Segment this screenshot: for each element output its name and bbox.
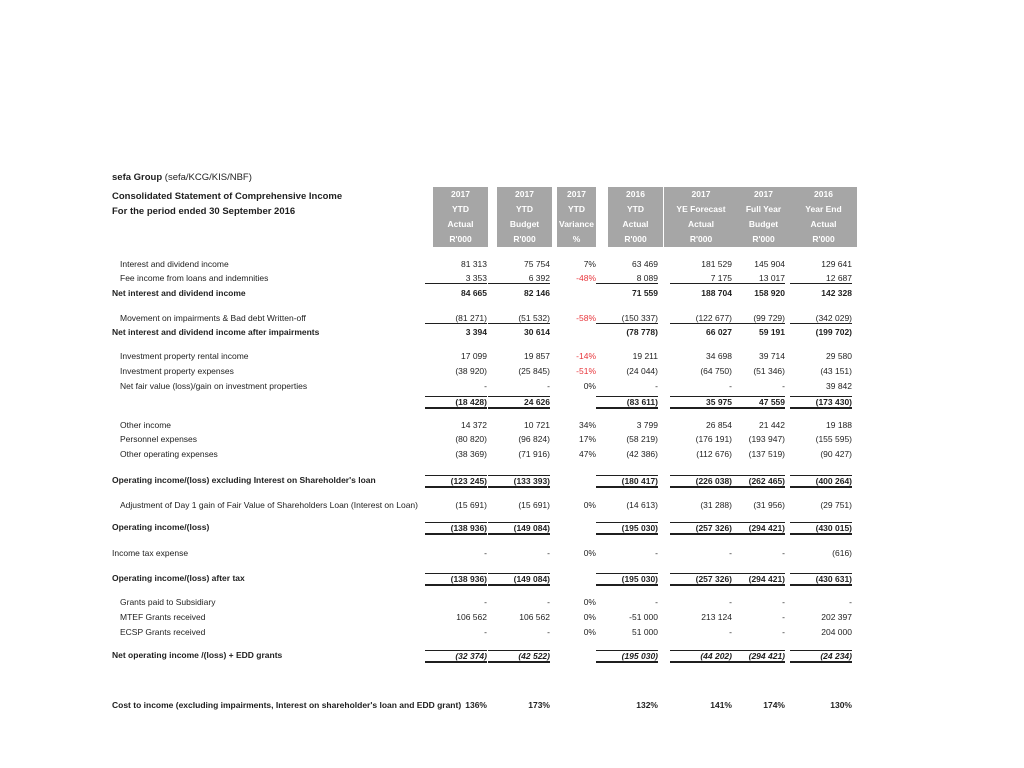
row-label: Other income: [120, 420, 172, 430]
column-header: [608, 187, 663, 247]
row-label: Movement on impairments & Bad debt Written-off: [120, 313, 306, 323]
table-cell: 71 559: [632, 288, 658, 298]
table-cell: 19 188: [826, 420, 852, 430]
column-header-line: Budget: [748, 219, 779, 229]
table-cell: (78 778): [626, 327, 658, 337]
column-header-line: Variance: [559, 219, 594, 229]
row-label: Fee income from loans and indemnities: [120, 273, 269, 283]
column-header-line: R'000: [449, 234, 472, 244]
table-cell: (38 369): [455, 449, 487, 459]
table-cell: (149 084): [488, 573, 550, 586]
table-cell: -: [782, 548, 785, 558]
table-cell: (42 386): [626, 449, 658, 459]
table-cell: (294 421): [723, 573, 785, 586]
column-header-line: YTD: [452, 204, 469, 214]
table-cell: 19 211: [632, 351, 658, 361]
table-cell: -: [547, 548, 550, 558]
table-cell: 51 000: [632, 627, 658, 637]
table-cell: 130%: [830, 700, 852, 710]
table-cell: -: [849, 597, 852, 607]
table-cell: -: [782, 381, 785, 391]
table-cell: 19 857: [524, 351, 550, 361]
table-cell: (64 750): [700, 366, 732, 376]
row-label: MTEF Grants received: [120, 612, 206, 622]
table-cell: (71 916): [518, 449, 550, 459]
table-cell: 136%: [465, 700, 487, 710]
table-cell: 3 353: [425, 273, 487, 284]
table-cell: 30 614: [524, 327, 550, 337]
table-cell: 12 687: [790, 273, 852, 284]
column-header-line: 2017: [754, 189, 773, 199]
table-cell: 14 372: [461, 420, 487, 430]
column-header: [735, 187, 792, 247]
column-header-line: YE Forecast: [676, 204, 726, 214]
statement-period: For the period ended 30 September 2016: [112, 206, 296, 217]
row-label: Other operating expenses: [120, 449, 218, 459]
table-cell: -48%: [576, 273, 596, 283]
column-header: [790, 187, 857, 247]
table-cell: 204 000: [821, 627, 852, 637]
table-cell: 0%: [583, 500, 596, 510]
table-cell: -: [782, 597, 785, 607]
table-cell: 10 721: [524, 420, 550, 430]
table-cell: 17%: [578, 434, 596, 444]
table-cell: 0%: [583, 548, 596, 558]
row-label: Investment property rental income: [120, 351, 249, 361]
table-cell: 17 099: [461, 351, 487, 361]
table-cell: (226 038): [670, 475, 732, 488]
table-cell: 132%: [636, 700, 658, 710]
table-cell: 34 698: [706, 351, 732, 361]
table-cell: (43 151): [820, 366, 852, 376]
table-cell: 3 394: [465, 327, 487, 337]
table-cell: -: [484, 627, 487, 637]
column-header-line: Actual: [688, 219, 714, 229]
column-header-line: Year End: [805, 204, 842, 214]
table-cell: 59 191: [759, 327, 785, 337]
table-cell: 84 665: [461, 288, 487, 298]
table-cell: 81 313: [461, 259, 487, 269]
table-cell: 173%: [528, 700, 550, 710]
table-cell: -: [729, 381, 732, 391]
row-label: Net fair value (loss)/gain on investment properties: [120, 381, 308, 391]
table-cell: (31 956): [753, 500, 785, 510]
table-cell: 24 626: [488, 396, 550, 409]
table-cell: -: [484, 548, 487, 558]
table-cell: 29 580: [826, 351, 852, 361]
table-cell: (14 613): [626, 500, 658, 510]
table-cell: (138 936): [425, 522, 487, 535]
table-cell: 47 559: [723, 396, 785, 409]
table-cell: (25 845): [518, 366, 550, 376]
column-header-line: 2016: [814, 189, 833, 199]
table-cell: 142 328: [821, 288, 852, 298]
row-label: Net interest and dividend income after impairments: [112, 327, 320, 337]
table-cell: 3 799: [636, 420, 658, 430]
table-cell: (44 202): [670, 650, 732, 663]
table-cell: 63 469: [632, 259, 658, 269]
table-cell: -14%: [576, 351, 596, 361]
table-cell: 75 754: [524, 259, 550, 269]
table-cell: (294 421): [723, 650, 785, 663]
table-cell: 66 027: [706, 327, 732, 337]
table-cell: 7%: [583, 259, 596, 269]
table-cell: -: [655, 597, 658, 607]
table-cell: -: [547, 597, 550, 607]
table-cell: (123 245): [425, 475, 487, 488]
table-cell: (112 676): [696, 449, 732, 459]
column-header-line: R'000: [513, 234, 536, 244]
column-header-line: R'000: [624, 234, 647, 244]
column-header: [557, 187, 596, 247]
table-cell: 26 854: [706, 420, 732, 430]
table-cell: 202 397: [821, 612, 852, 622]
table-cell: (257 326): [670, 573, 732, 586]
column-header-line: YTD: [627, 204, 644, 214]
table-cell: -: [729, 597, 732, 607]
table-cell: (24 234): [790, 650, 852, 663]
row-label: Adjustment of Day 1 gain of Fair Value of Shareholders Loan (Interest on Loan): [120, 500, 418, 510]
table-cell: (149 084): [488, 522, 550, 535]
table-cell: 174%: [763, 700, 785, 710]
table-cell: (193 947): [748, 434, 785, 444]
table-cell: (24 044): [626, 366, 658, 376]
table-cell: 47%: [578, 449, 596, 459]
column-header-line: YTD: [516, 204, 533, 214]
column-header-line: 2017: [451, 189, 470, 199]
table-cell: 145 904: [754, 259, 785, 269]
table-cell: (195 030): [596, 522, 658, 535]
row-label: Income tax expense: [112, 548, 189, 558]
column-header-line: Actual: [447, 219, 474, 229]
table-cell: 106 562: [519, 612, 550, 622]
table-cell: (99 729): [723, 313, 785, 324]
table-cell: 39 842: [826, 381, 852, 391]
table-cell: 141%: [710, 700, 732, 710]
table-cell: (430 631): [790, 573, 852, 586]
table-cell: (616): [832, 548, 852, 558]
row-label: Cost to income (excluding impairments, Interest on shareholder's loan and EDD grant): [112, 700, 462, 710]
column-header-line: 2017: [567, 189, 586, 199]
table-cell: (430 015): [790, 522, 852, 535]
table-cell: -: [547, 381, 550, 391]
row-label: Grants paid to Subsidiary: [120, 597, 216, 607]
table-cell: 82 146: [524, 288, 550, 298]
table-cell: 0%: [583, 381, 596, 391]
table-cell: (15 691): [518, 500, 550, 510]
table-cell: 0%: [583, 627, 596, 637]
table-cell: (150 337): [596, 313, 658, 324]
table-cell: -58%: [576, 313, 596, 323]
column-header-line: 2016: [626, 189, 645, 199]
row-label: ECSP Grants received: [120, 627, 206, 637]
table-cell: 7 175: [670, 273, 732, 284]
table-cell: 34%: [578, 420, 596, 430]
table-cell: -: [729, 548, 732, 558]
table-cell: 13 017: [723, 273, 785, 284]
table-cell: (83 611): [596, 396, 658, 409]
table-cell: (80 820): [455, 434, 487, 444]
table-cell: 181 529: [701, 259, 732, 269]
column-header-line: YTD: [568, 204, 585, 214]
table-cell: 39 714: [759, 351, 785, 361]
table-cell: (138 936): [425, 573, 487, 586]
table-cell: (31 288): [700, 500, 732, 510]
company-name: sefa Group (sefa/KCG/KIS/NBF): [112, 172, 252, 183]
table-cell: 0%: [583, 597, 596, 607]
table-cell: -: [782, 627, 785, 637]
row-label: Personnel expenses: [120, 434, 198, 444]
row-label: Operating income/(loss) after tax: [112, 573, 245, 583]
table-cell: (137 519): [748, 449, 785, 459]
column-header-line: R'000: [752, 234, 775, 244]
table-cell: -: [729, 627, 732, 637]
table-cell: 0%: [583, 612, 596, 622]
table-cell: (38 920): [455, 366, 487, 376]
table-cell: 188 704: [701, 288, 732, 298]
table-cell: (176 191): [695, 434, 732, 444]
table-cell: (90 427): [820, 449, 852, 459]
table-cell: (400 264): [790, 475, 852, 488]
row-label: Investment property expenses: [120, 366, 234, 376]
table-cell: (29 751): [820, 500, 852, 510]
table-cell: (42 522): [488, 650, 550, 663]
table-cell: -: [782, 612, 785, 622]
table-cell: (51 532): [488, 313, 550, 324]
column-header-line: Actual: [622, 219, 649, 229]
table-cell: (180 417): [596, 475, 658, 488]
column-header-line: %: [572, 234, 581, 244]
column-header-line: Full Year: [745, 204, 782, 214]
row-label: Net interest and dividend income: [112, 288, 246, 298]
column-header: [497, 187, 552, 247]
table-cell: -: [547, 627, 550, 637]
table-cell: 129 641: [821, 259, 852, 269]
table-cell: -: [655, 548, 658, 558]
row-label: Net operating income /(loss) + EDD grants: [112, 650, 283, 660]
column-header: [664, 187, 738, 247]
table-cell: -51%: [576, 366, 596, 376]
table-cell: 8 089: [596, 273, 658, 284]
table-cell: (199 702): [815, 327, 852, 337]
table-cell: (262 465): [723, 475, 785, 488]
column-header-line: Budget: [509, 219, 540, 229]
table-cell: -: [484, 597, 487, 607]
table-cell: -: [484, 381, 487, 391]
column-header-line: 2017: [515, 189, 534, 199]
table-cell: 35 975: [670, 396, 732, 409]
table-cell: (58 219): [626, 434, 658, 444]
row-label: Interest and dividend income: [120, 259, 229, 269]
column-header-line: 2017: [691, 189, 711, 199]
table-cell: (173 430): [790, 396, 852, 409]
table-cell: -: [655, 381, 658, 391]
column-header-line: R'000: [689, 234, 713, 244]
table-cell: 106 562: [456, 612, 487, 622]
table-cell: (257 326): [670, 522, 732, 535]
column-header-line: Actual: [810, 219, 837, 229]
column-header: [433, 187, 488, 247]
table-cell: -51 000: [629, 612, 658, 622]
table-cell: 6 392: [488, 273, 550, 284]
table-cell: (18 428): [425, 396, 487, 409]
table-cell: (195 030): [596, 650, 658, 663]
column-header-line: R'000: [812, 234, 835, 244]
table-cell: (195 030): [596, 573, 658, 586]
table-cell: (122 677): [670, 313, 732, 324]
row-label: Operating income/(loss): [112, 522, 210, 532]
row-label: Operating income/(loss) excluding Interest on Shareholder's loan: [112, 475, 376, 485]
table-cell: (81 271): [425, 313, 487, 324]
table-cell: 21 442: [759, 420, 785, 430]
table-cell: (15 691): [455, 500, 487, 510]
table-cell: (32 374): [425, 650, 487, 663]
table-cell: (51 346): [753, 366, 785, 376]
table-cell: (96 824): [518, 434, 550, 444]
table-cell: 213 124: [701, 612, 732, 622]
table-cell: 158 920: [754, 288, 785, 298]
table-cell: (155 595): [815, 434, 852, 444]
table-cell: (342 029): [790, 313, 852, 324]
table-cell: (133 393): [488, 475, 550, 488]
statement-title: Consolidated Statement of Comprehensive Income: [112, 191, 343, 202]
table-cell: (294 421): [723, 522, 785, 535]
